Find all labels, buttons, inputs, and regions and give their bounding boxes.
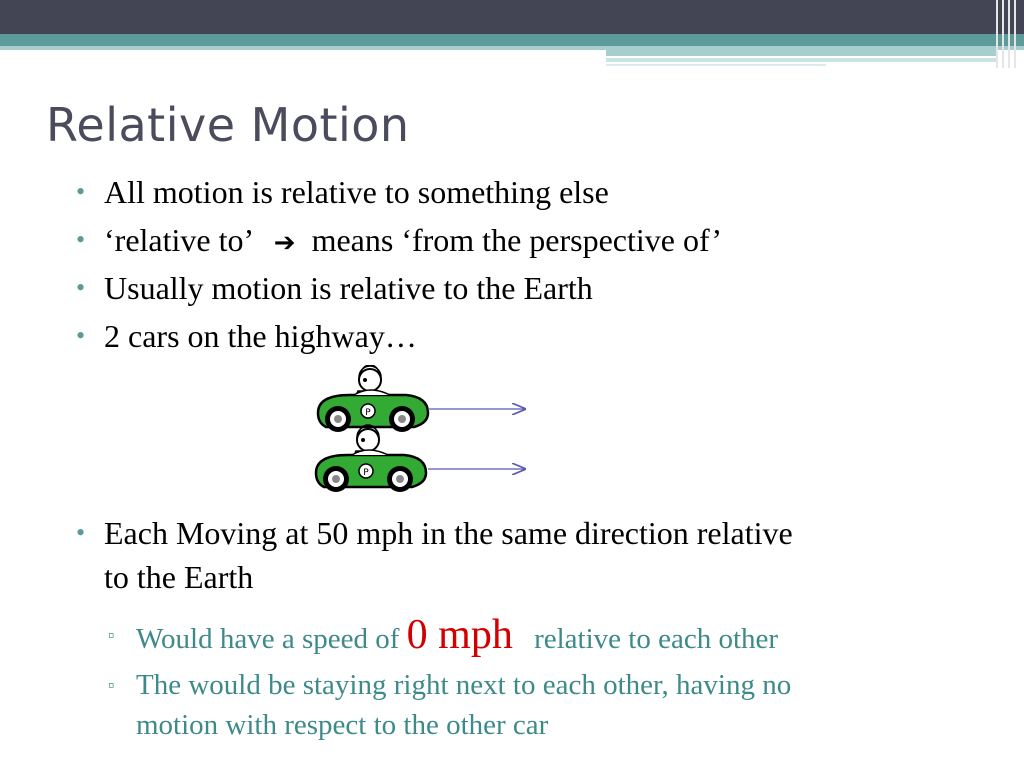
bullet-list xyxy=(0,174,1024,366)
slide-title: Relative Motion xyxy=(46,98,410,152)
bullet-item xyxy=(0,318,1024,366)
bullet-dot: • xyxy=(76,225,86,254)
bullet-text: All motion is relative to something else xyxy=(104,174,609,210)
header-stripe xyxy=(606,64,826,66)
car-cartoon-icon xyxy=(318,365,428,432)
svg-text:P: P xyxy=(363,468,369,478)
bullet-text: to the Earth xyxy=(104,559,254,595)
sub-bullet-text xyxy=(136,612,779,658)
header-accent-band xyxy=(0,34,1024,46)
header-bar xyxy=(0,0,1024,34)
header-stripe xyxy=(606,58,996,62)
bullet-dot: • xyxy=(76,518,86,547)
bullet-dot: • xyxy=(76,321,86,350)
bullet-item xyxy=(0,174,1024,222)
bullet-text: Each Moving at 50 mph in the same direction relative xyxy=(104,515,793,551)
bullet-item xyxy=(0,270,1024,318)
sub-bullet-text-part: Would have a speed of xyxy=(136,623,400,655)
bullet-text-part: means ‘from the perspective of’ xyxy=(311,222,723,258)
bullet-dot: • xyxy=(76,177,86,206)
arrow-right-icon: ➔ xyxy=(273,228,296,258)
bullet-text-part: ‘relative to’ xyxy=(104,222,252,258)
sub-bullet-marker: ▫ xyxy=(108,675,115,695)
bullet-dot: • xyxy=(76,273,86,302)
sub-bullet-text: The would be staying right next to each other, having no xyxy=(136,669,792,701)
bullet-item xyxy=(0,515,1024,611)
bullet-text: 2 cars on the highway… xyxy=(104,318,417,354)
sub-bullet-text-part: relative to each other xyxy=(534,623,779,655)
svg-text:P: P xyxy=(365,408,371,418)
header-divider xyxy=(1008,0,1010,68)
header-divider xyxy=(996,0,998,68)
bullet-text xyxy=(104,222,722,261)
sub-bullet-text: motion with respect to the other car xyxy=(136,709,549,741)
bullet-item xyxy=(0,222,1024,270)
bullet-text: Usually motion is relative to the Earth xyxy=(104,270,593,306)
header-divider xyxy=(1002,0,1004,68)
header-stripe xyxy=(606,46,996,56)
highlight-speed: 0 mph xyxy=(406,612,513,658)
cars-illustration xyxy=(310,365,540,505)
bullet-list xyxy=(0,515,1024,611)
car-cartoon-icon xyxy=(316,425,426,492)
header-divider xyxy=(1014,0,1016,68)
sub-bullet-marker: ▫ xyxy=(108,625,115,645)
